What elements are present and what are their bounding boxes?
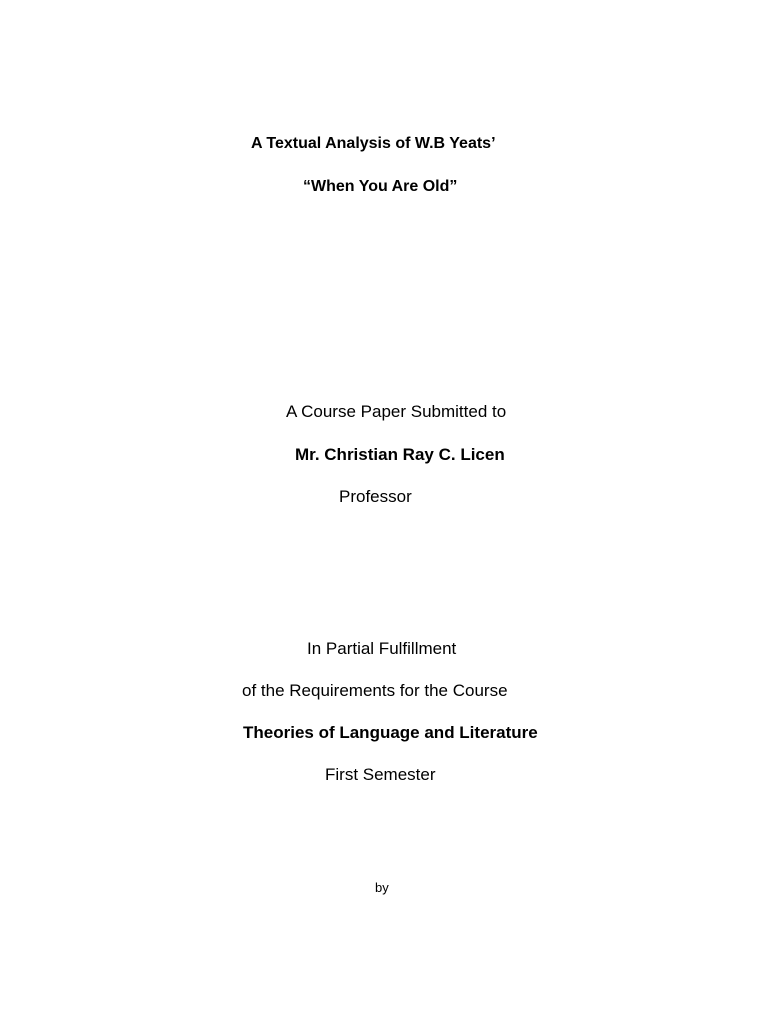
fulfillment-line-1: In Partial Fulfillment <box>307 639 457 658</box>
fulfillment-line-2: of the Requirements for the Course <box>242 681 508 700</box>
submission-line: A Course Paper Submitted to <box>286 402 507 421</box>
paper-title-line-2: “When You Are Old” <box>303 178 458 195</box>
course-name: Theories of Language and Literature <box>243 723 538 742</box>
professor-name: Mr. Christian Ray C. Licen <box>295 445 505 464</box>
professor-role: Professor <box>339 487 412 506</box>
paper-title-line-1: A Textual Analysis of W.B Yeats’ <box>251 135 496 152</box>
by-line: by <box>375 880 389 895</box>
semester: First Semester <box>325 765 436 784</box>
